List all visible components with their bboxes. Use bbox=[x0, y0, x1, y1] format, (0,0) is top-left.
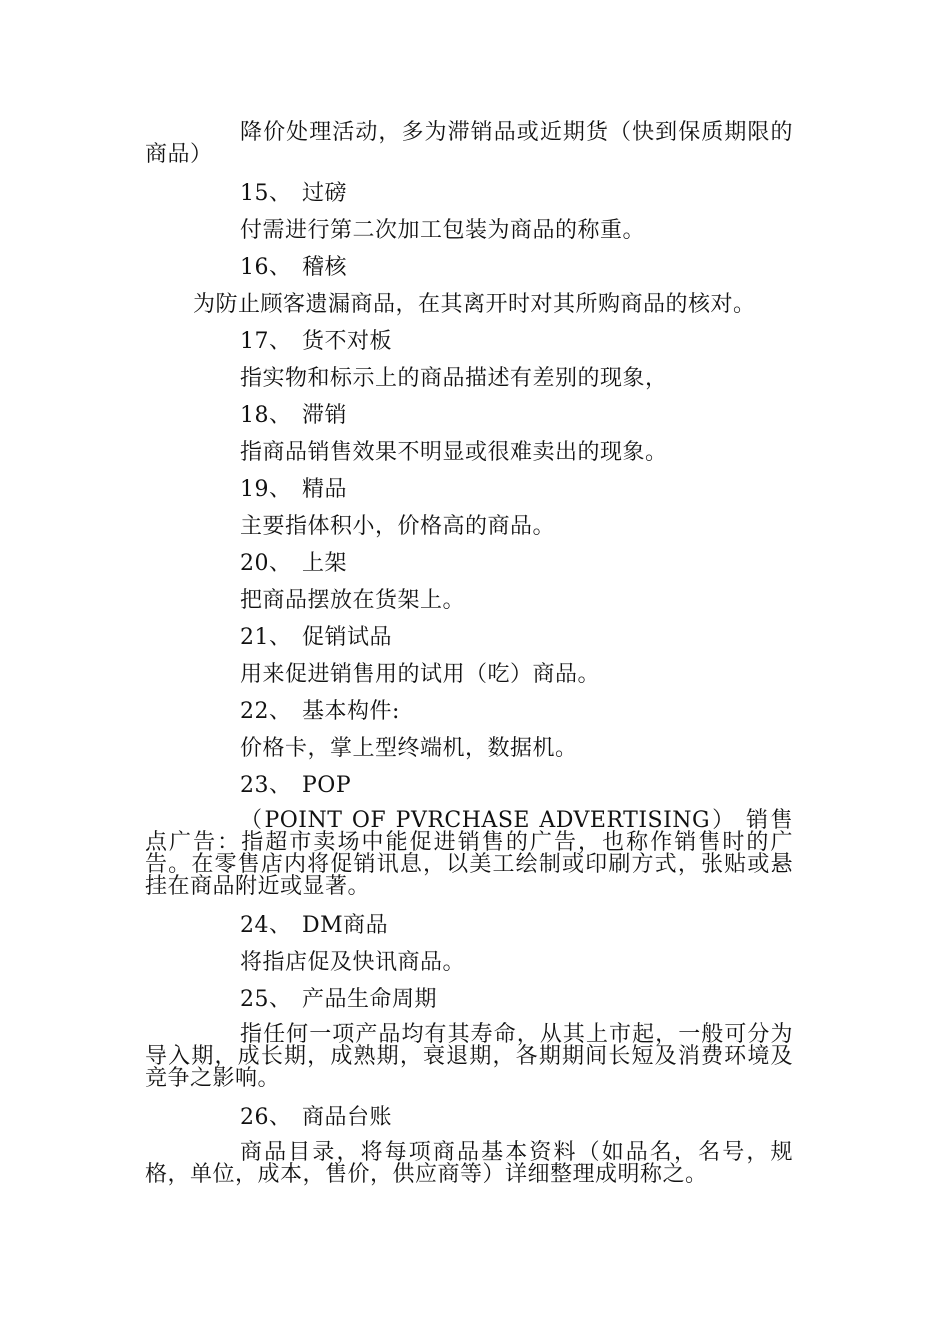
term-heading-19 bbox=[145, 477, 793, 514]
term-number: 24、 bbox=[240, 913, 292, 938]
term-definition-18: 指商品销售效果不明显或很难卖出的现象。 bbox=[240, 440, 668, 465]
term-title: DM商品 bbox=[302, 913, 389, 938]
term-definition-26: 商品目录，将每项商品基本资料（如品名，名号，规格，单位，成本，售价，供应商等）详细整理成明称之。 bbox=[145, 1140, 793, 1187]
term-number: 19、 bbox=[240, 477, 292, 502]
term-title: 精品 bbox=[302, 477, 348, 502]
term-number: 16、 bbox=[240, 255, 292, 280]
term-definition-22: 价格卡，掌上型终端机，数据机。 bbox=[240, 736, 578, 761]
paragraph-discount-definition: 降价处理活动，多为滞销品或近期货（快到保质期限的商品） bbox=[145, 120, 793, 167]
term-definition-23: （POINT OF PVRCHASE ADVERTISING） 销售点广告：指超市卖场中能促进销售的广告，也称作销售时的广告。在零售店内将促销讯息，以美工绘制或印刷方式，张贴或悬挂在商品附近或显著。 bbox=[145, 808, 793, 899]
term-title: 基本构件: bbox=[302, 699, 400, 724]
term-title: POP bbox=[302, 773, 352, 798]
term-number: 21、 bbox=[240, 625, 292, 650]
term-heading-15 bbox=[145, 181, 793, 218]
term-number: 20、 bbox=[240, 551, 292, 576]
term-heading-23 bbox=[145, 773, 793, 810]
term-number: 17、 bbox=[240, 329, 292, 354]
term-definition-21: 用来促进销售用的试用（吃）商品。 bbox=[240, 662, 601, 687]
document-body bbox=[145, 122, 793, 1201]
term-heading-18 bbox=[145, 403, 793, 440]
term-number: 15、 bbox=[240, 181, 292, 206]
term-title: 促销试品 bbox=[302, 625, 393, 650]
term-title: 货不对板 bbox=[302, 329, 393, 354]
term-number: 26、 bbox=[240, 1105, 292, 1130]
term-title: 过磅 bbox=[302, 181, 348, 206]
term-definition-24: 将指店促及快讯商品。 bbox=[240, 950, 466, 975]
term-title: 商品台账 bbox=[302, 1105, 393, 1130]
term-number: 22、 bbox=[240, 699, 292, 724]
term-title: 滞销 bbox=[302, 403, 348, 428]
term-heading-20 bbox=[145, 551, 793, 588]
term-heading-25 bbox=[145, 987, 793, 1024]
term-number: 18、 bbox=[240, 403, 292, 428]
term-title: 上架 bbox=[302, 551, 348, 576]
term-title: 产品生命周期 bbox=[302, 987, 438, 1012]
term-definition-17: 指实物和标示上的商品描述有差别的现象， bbox=[240, 366, 668, 391]
term-heading-26 bbox=[145, 1105, 793, 1142]
term-heading-16 bbox=[145, 255, 793, 292]
term-heading-21 bbox=[145, 625, 793, 662]
term-definition-15: 付需进行第二次加工包装为商品的称重。 bbox=[240, 218, 646, 243]
term-heading-24 bbox=[145, 913, 793, 950]
term-heading-17 bbox=[145, 329, 793, 366]
term-definition-19: 主要指体积小，价格高的商品。 bbox=[240, 514, 556, 539]
term-definition-16: 为防止顾客遗漏商品，在其离开时对其所购商品的核对。 bbox=[193, 292, 756, 317]
term-heading-22 bbox=[145, 699, 793, 736]
term-definition-20: 把商品摆放在货架上。 bbox=[240, 588, 466, 613]
term-number: 23、 bbox=[240, 773, 292, 798]
term-definition-25: 指任何一项产品均有其寿命，从其上市起，一般可分为导入期，成长期，成熟期，衰退期，各期期间长短及消费环境及竞争之影响。 bbox=[145, 1022, 793, 1091]
term-title: 稽核 bbox=[302, 255, 348, 280]
term-number: 25、 bbox=[240, 987, 292, 1012]
